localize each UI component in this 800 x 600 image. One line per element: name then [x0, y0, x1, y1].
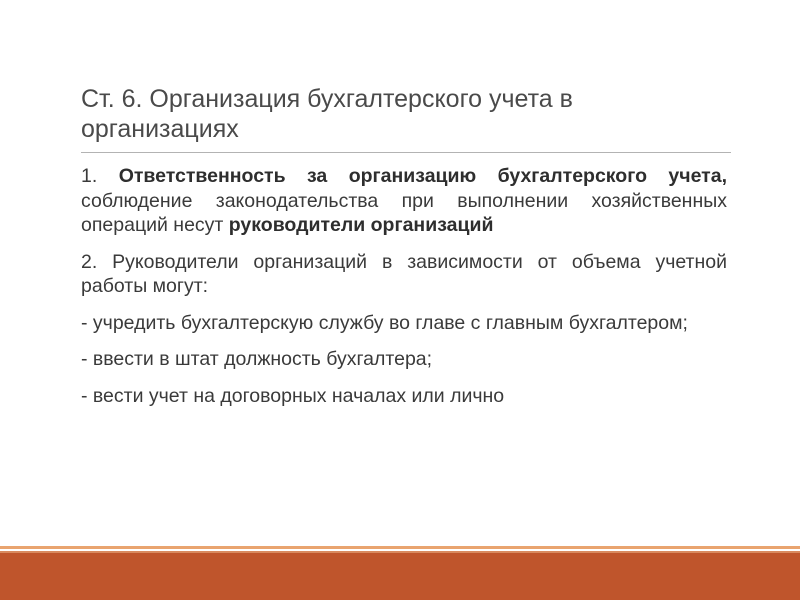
- title-divider: [81, 152, 731, 153]
- paragraph-1: [81, 164, 727, 238]
- list-item: - вести учет на договорных началах или лично: [81, 384, 505, 407]
- paragraph-1-bold-lead: Ответственность за организацию бухгалтерского учета,: [118, 165, 727, 187]
- list-item: - учредить бухгалтерскую службу во главе с главным бухгалтером;: [81, 311, 688, 334]
- footer-accent-bar: [0, 553, 800, 600]
- slide-title: Ст. 6. Организация бухгалтерского учета в организациях: [81, 85, 573, 143]
- footer-accent-line: [0, 546, 800, 549]
- paragraph-1-text: соблюдение законодательства при выполнении хозяйственных операций несут: [81, 189, 727, 236]
- slide-body: [81, 164, 727, 420]
- paragraph-1-number: 1.: [81, 165, 119, 187]
- list-item: - ввести в штат должность бухгалтера;: [81, 348, 433, 370]
- paragraph-2: 2. Руководители организаций в зависимости от объема учетной работы могут:: [81, 250, 727, 297]
- paragraph-1-bold-end: руководители организаций: [228, 214, 494, 236]
